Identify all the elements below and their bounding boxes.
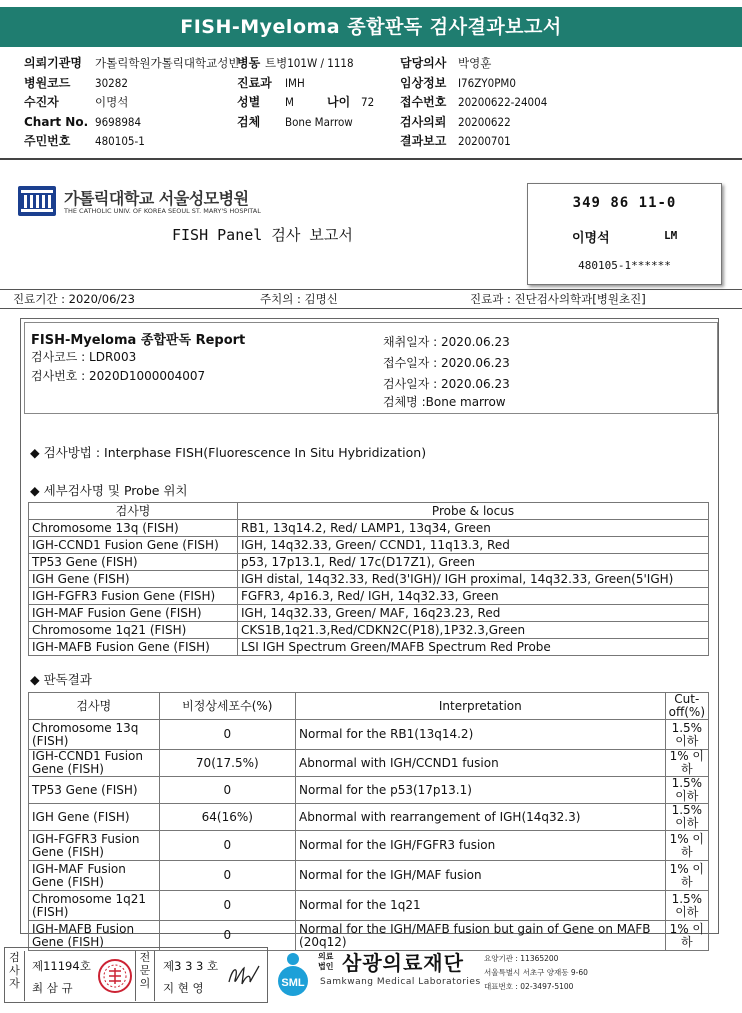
result-test-name-cell: IGH-MAFB Fusion Gene (FISH) [29, 921, 160, 951]
result-col-cutoff: Cut-off(%) [665, 693, 708, 720]
result-table-row [29, 921, 709, 951]
result-table-row [29, 777, 709, 804]
org-english-name: Samkwang Medical Laboratories [320, 977, 481, 987]
report-collect-date: 채취일자 : 2020.06.23 [383, 335, 510, 349]
probe-table-row [29, 622, 709, 639]
id-number: 349 86 11-0 [572, 195, 677, 211]
specialist-name: 지 현 영 [163, 981, 204, 995]
result-abnormal-cells-cell: 0 [159, 777, 295, 804]
probe-table-row [29, 605, 709, 622]
probe-locus-cell: RB1, 13q14.2, Red/ LAMP1, 13q34, Green [238, 520, 709, 537]
examiner-name: 최 삼 규 [32, 981, 73, 995]
sml-logo-text: SML [281, 977, 305, 989]
result-interpretation-cell: Normal for the RB1(13q14.2) [296, 720, 666, 750]
result-table [28, 692, 709, 951]
sml-logo-icon [272, 951, 314, 997]
probe-test-name-cell: IGH-MAFB Fusion Gene (FISH) [29, 639, 238, 656]
report-test-code: 검사코드 : LDR003 [31, 350, 137, 364]
report-meta-title: FISH-Myeloma 종합판독 Report [31, 333, 246, 348]
hospital-english-name: THE CATHOLIC UNIV. OF KOREA SEOUL ST. MARY'S HOSPITAL [64, 207, 261, 215]
section-method: ◆ 검사방법 : Interphase FISH(Fluorescence In Situ Hybridization) [30, 445, 427, 460]
specialist-signature-icon [225, 960, 263, 990]
result-test-name-cell: IGH Gene (FISH) [29, 804, 160, 831]
specialist-license: 제3 3 3 호 [163, 959, 219, 973]
probe-col-test-name: 검사명 [29, 503, 238, 520]
probe-test-name-cell: IGH-CCND1 Fusion Gene (FISH) [29, 537, 238, 554]
result-interpretation-cell: Normal for the p53(17p13.1) [296, 777, 666, 804]
probe-locus-cell: FGFR3, 4p16.3, Red/ IGH, 14q32.33, Green [238, 588, 709, 605]
result-cutoff-cell: 1% 이하 [665, 750, 708, 777]
org-phone: 대표번호 : 02-3497-5100 [484, 982, 574, 991]
probe-locus-cell: IGH distal, 14q32.33, Red(3'IGH)/ IGH proximal, 14q32.33, Green(5'IGH) [238, 571, 709, 588]
result-abnormal-cells-cell: 0 [159, 861, 295, 891]
examiner-license: 제11194호 [32, 959, 91, 973]
probe-locus-cell: IGH, 14q32.33, Green/ CCND1, 11q13.3, Red [238, 537, 709, 554]
result-cutoff-cell: 1% 이하 [665, 831, 708, 861]
probe-table-row [29, 588, 709, 605]
result-table-row [29, 861, 709, 891]
probe-test-name-cell: TP53 Gene (FISH) [29, 554, 238, 571]
report-exam-date: 검사일자 : 2020.06.23 [383, 377, 510, 391]
probe-table-body [29, 520, 709, 656]
examiner-seal-icon [97, 958, 133, 994]
probe-table-header [29, 503, 709, 520]
divider [0, 158, 742, 160]
result-table-header [29, 693, 709, 720]
result-col-test-name: 검사명 [29, 693, 160, 720]
result-interpretation-cell: Normal for the 1q21 [296, 891, 666, 921]
examiner-label: 검사자 [5, 951, 25, 1001]
result-table-row [29, 804, 709, 831]
section-probe: ◆ 세부검사명 및 Probe 위치 [30, 483, 188, 498]
visit-date: 진료기간 : 2020/06/23 [13, 292, 135, 306]
section-result: ◆ 판독결과 [30, 672, 92, 687]
probe-table-row [29, 537, 709, 554]
patient-id-box [527, 183, 722, 285]
org-code: 요양기관 : 11365200 [484, 954, 559, 963]
id-patient-name: 이명석 [572, 231, 610, 246]
result-test-name-cell: IGH-FGFR3 Fusion Gene (FISH) [29, 831, 160, 861]
visit-doctor: 주치의 : 김명신 [260, 292, 338, 306]
visit-department: 진료과 : 진단검사의학과[병원초진] [470, 292, 646, 306]
id-resident-no: 480105-1****** [578, 259, 671, 272]
result-col-abnormal-cells: 비정상세포수(%) [159, 693, 295, 720]
hospital-name: 가톨릭대학교 서울성모병원 [64, 189, 249, 208]
result-table-row [29, 750, 709, 777]
result-test-name-cell: Chromosome 13q (FISH) [29, 720, 160, 750]
report-meta-box [24, 322, 718, 414]
probe-test-name-cell: IGH Gene (FISH) [29, 571, 238, 588]
result-interpretation-cell: Normal for the IGH/FGFR3 fusion [296, 831, 666, 861]
probe-locus-cell: CKS1B,1q21.3,Red/CDKN2C(P18),1P32.3,Green [238, 622, 709, 639]
probe-table-row [29, 571, 709, 588]
probe-test-name-cell: Chromosome 1q21 (FISH) [29, 622, 238, 639]
result-abnormal-cells-cell: 70(17.5%) [159, 750, 295, 777]
probe-test-name-cell: IGH-FGFR3 Fusion Gene (FISH) [29, 588, 238, 605]
probe-table-row [29, 639, 709, 656]
report-banner-title: FISH-Myeloma 종합판독 검사결과보고서 [0, 7, 742, 47]
hospital-logo-icon [18, 186, 56, 216]
probe-test-name-cell: IGH-MAF Fusion Gene (FISH) [29, 605, 238, 622]
probe-locus-cell: p53, 17p13.1, Red/ 17c(D17Z1), Green [238, 554, 709, 571]
result-abnormal-cells-cell: 0 [159, 891, 295, 921]
probe-table-row [29, 554, 709, 571]
panel-report-title: FISH Panel 검사 보고서 [172, 226, 353, 244]
result-cutoff-cell: 1.5% 이하 [665, 891, 708, 921]
org-name: 삼광의료재단 [342, 951, 464, 975]
result-col-interpretation: Interpretation [296, 693, 666, 720]
org-address: 서울특별시 서초구 양재동 9-60 [484, 968, 588, 977]
result-cutoff-cell: 1.5% 이하 [665, 804, 708, 831]
report-receive-date: 접수일자 : 2020.06.23 [383, 356, 510, 370]
result-abnormal-cells-cell: 0 [159, 831, 295, 861]
patient-info: 의뢰기관명 가톨릭학원가톨릭대학교성빈 병원코드 30282 수진자 이명석 Chart No. 9698984 주민번호 480105-1 병동 트병101W / 1118 진료과 IMH 성별 M 나이 72 검체 Bone Marrow 담당의사 박영훈 임상정보 I76ZY0PM0 접수번호 20200622-24004 검사의뢰 20200622 결과보고 20200701 [24, 56, 548, 148]
probe-table-row [29, 520, 709, 537]
result-table-body [29, 720, 709, 951]
result-cutoff-cell: 1% 이하 [665, 861, 708, 891]
result-table-row [29, 891, 709, 921]
result-test-name-cell: IGH-CCND1 Fusion Gene (FISH) [29, 750, 160, 777]
visit-info-bar [0, 289, 742, 309]
specialist-label: 전문의 [135, 951, 155, 1001]
result-test-name-cell: Chromosome 1q21 (FISH) [29, 891, 160, 921]
probe-locus-cell: IGH, 14q32.33, Green/ MAF, 16q23.23, Red [238, 605, 709, 622]
result-abnormal-cells-cell: 0 [159, 720, 295, 750]
org-prefix: 의료법인 [318, 952, 334, 971]
result-cutoff-cell: 1% 이하 [665, 921, 708, 951]
id-code: LM [664, 229, 678, 242]
result-table-row [29, 831, 709, 861]
result-abnormal-cells-cell: 0 [159, 921, 295, 951]
result-interpretation-cell: Abnormal with rearrangement of IGH(14q32.3) [296, 804, 666, 831]
result-interpretation-cell: Abnormal with IGH/CCND1 fusion [296, 750, 666, 777]
result-interpretation-cell: Normal for the IGH/MAF fusion [296, 861, 666, 891]
result-cutoff-cell: 1.5% 이하 [665, 777, 708, 804]
result-table-row [29, 720, 709, 750]
result-test-name-cell: IGH-MAF Fusion Gene (FISH) [29, 861, 160, 891]
report-test-no: 검사번호 : 2020D1000004007 [31, 369, 206, 383]
signature-box [4, 947, 268, 1003]
probe-table [28, 502, 709, 656]
probe-locus-cell: LSI IGH Spectrum Green/MAFB Spectrum Red Probe [238, 639, 709, 656]
result-cutoff-cell: 1.5% 이하 [665, 720, 708, 750]
report-specimen: 검체명 :Bone marrow [383, 395, 506, 409]
probe-col-locus: Probe & locus [238, 503, 709, 520]
probe-test-name-cell: Chromosome 13q (FISH) [29, 520, 238, 537]
result-test-name-cell: TP53 Gene (FISH) [29, 777, 160, 804]
result-abnormal-cells-cell: 64(16%) [159, 804, 295, 831]
result-interpretation-cell: Normal for the IGH/MAFB fusion but gain of Gene on MAFB (20q12) [296, 921, 666, 951]
